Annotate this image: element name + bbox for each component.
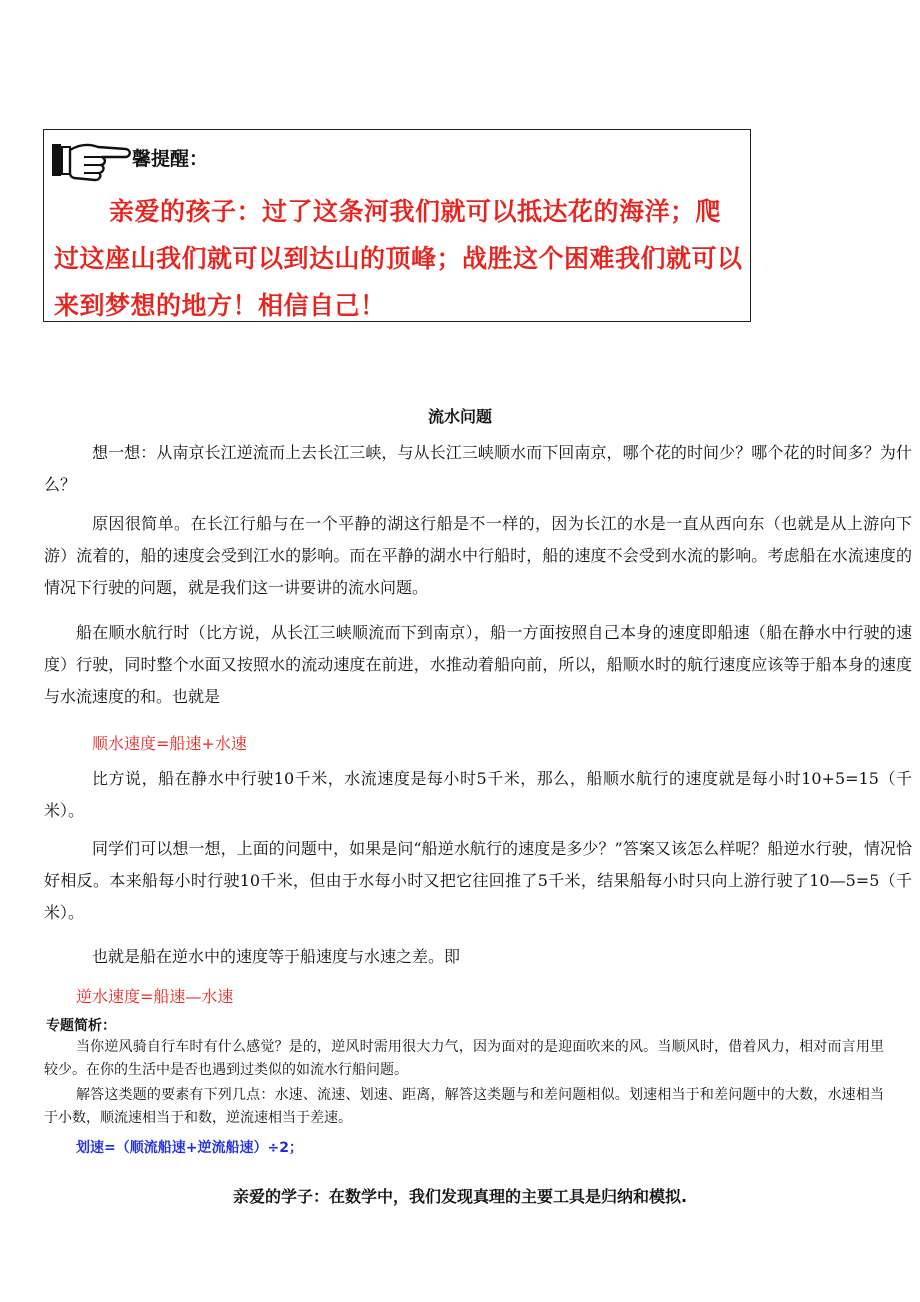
paragraph-reason: 原因很简单。在长江行船与在一个平静的湖这行船是不一样的，因为长江的水是一直从西向东（也就是从上游向下游）流着的，船的速度会受到江水的影响。而在平静的湖水中行船时，船的速度不会受到水流的影响。考虑船在水流速度的情况下行驶的问题，就是我们这一讲要讲的流水问题。 bbox=[44, 514, 912, 597]
paragraph-upstream: 同学们可以想一想，上面的问题中，如果是问“船逆水航行的速度是多少？”答案又该怎么样呢？船逆水行驶，情况恰好相反。本来船每小时行驶10千米，但由于水每小时又把它往回推了5千米，结果船每小时只向上游行驶了10—5=5（千米）。 bbox=[44, 839, 912, 922]
analysis-paragraph-elements: 解答这类题的要素有下列几点：水速、流速、划速、距离，解答这类题与和差问题相似。划速相当于和差问题中的大数，水速相当于小数，顺流速相当于和数，逆流速相当于差速。 bbox=[44, 1087, 884, 1126]
reminder-heading: 馨提醒： bbox=[132, 148, 209, 170]
reminder-box bbox=[43, 129, 751, 322]
paragraph-think: 想一想：从南京长江逆流而上去长江三峡，与从长江三峡顺水而下回南京，哪个花的时间少？哪个花的时间多？为什么？ bbox=[44, 443, 912, 494]
paragraph-example: 比方说，船在静水中行驶10千米，水流速度是每小时5千米，那么，船顺水航行的速度就是每小时10+5=15（千米）。 bbox=[44, 769, 912, 820]
formula-upstream: 逆水速度=船速—水速 bbox=[76, 987, 234, 1006]
footer-quote: 亲爱的学子：在数学中，我们发现真理的主要工具是归纳和模拟. bbox=[232, 1187, 688, 1206]
article-title: 流水问题 bbox=[427, 407, 492, 426]
paragraph-downstream: 船在顺水航行时（比方说，从长江三峡顺流而下到南京），船一方面按照自己本身的速度即船速（船在静水中行驶的速度）行驶，同时整个水面又按照水的流动速度在前进，水推动着船向前，所以，船顺水时的航行速度应该等于船本身的速度与水流速度的和。也就是 bbox=[44, 623, 912, 706]
pointing-hand-icon bbox=[50, 138, 132, 184]
analysis-paragraph-wind: 当你逆风骑自行车时有什么感觉？是的，逆风时需用很大力气，因为面对的是迎面吹来的风。当顺风时，借着风力，相对而言用里较少。在你的生活中是否也遇到过类似的如流水行船问题。 bbox=[44, 1039, 884, 1078]
formula-downstream: 顺水速度=船速+水速 bbox=[92, 734, 247, 753]
reminder-text: 亲爱的孩子：过了这条河我们就可以抵达花的海洋；爬过这座山我们就可以到达山的顶峰；战胜这个困难我们就可以来到梦想的地方！相信自己！ bbox=[54, 197, 743, 320]
analysis-label: 专题简析： bbox=[46, 1018, 116, 1034]
formula-rowing-speed: 划速=（顺流船速+逆流船速）÷2； bbox=[76, 1140, 303, 1156]
paragraph-difference: 也就是船在逆水中的速度等于船速度与水速之差。即 bbox=[92, 947, 461, 966]
